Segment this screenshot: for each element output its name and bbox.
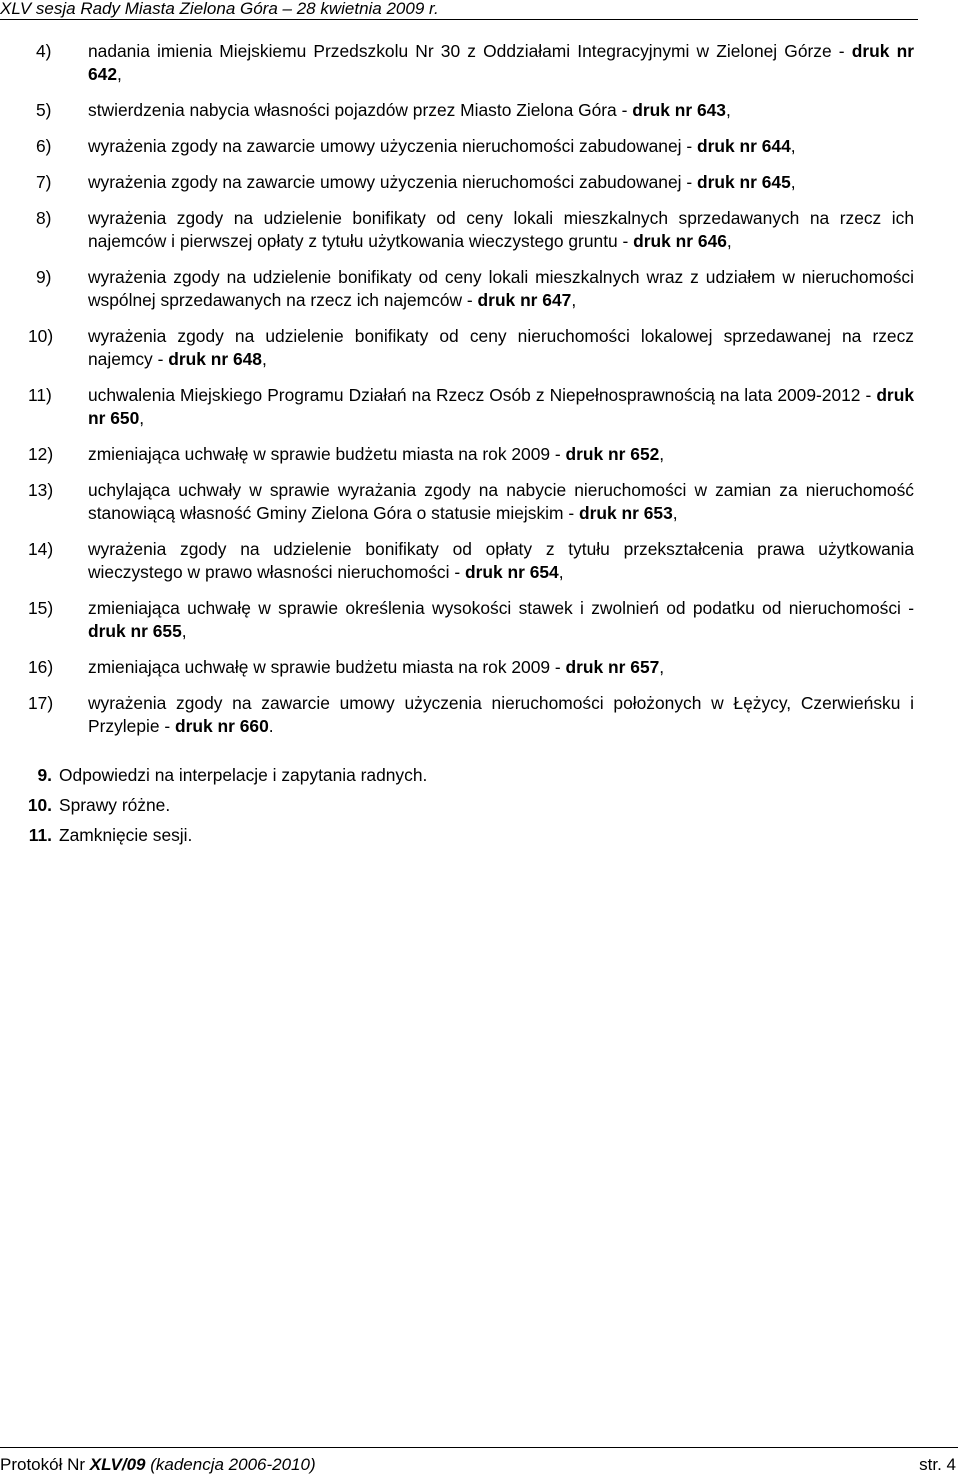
item-text: zmieniająca uchwałę w sprawie budżetu miasta na rok 2009 - [88, 444, 566, 464]
item-text: wyrażenia zgody na zawarcie umowy użyczenia nieruchomości zabudowanej - [88, 172, 697, 192]
item-text: nadania imienia Miejskiemu Przedszkolu Nr 30 z Oddziałami Integracyjnymi w Zielonej Górze - [88, 41, 852, 61]
item-suffix: , [790, 136, 796, 156]
document-header [0, 0, 918, 20]
footer-divider [0, 1447, 958, 1448]
druk-reference: druk nr 657 [565, 657, 660, 677]
item-text: wyrażenia zgody na zawarcie umowy użyczenia nieruchomości zabudowanej - [88, 136, 697, 156]
list-item [0, 325, 914, 371]
header-title: XLV sesja Rady Miasta Zielona Góra – 28 kwietnia 2009 r. [0, 0, 439, 18]
item-suffix: . [268, 716, 274, 736]
item-suffix: , [139, 408, 145, 428]
protocol-prefix: Protokół Nr [0, 1455, 90, 1474]
item-suffix: , [261, 349, 267, 369]
druk-reference: druk nr 648 [168, 349, 262, 369]
druk-reference: druk nr 647 [477, 290, 572, 310]
item-text: uchylająca uchwały w sprawie wyrażania zgody na nabycie nieruchomości w zamian za nieruchomość stanowiącą własność Gminy Zielona Góra o statusie miejskim - [88, 480, 914, 523]
druk-reference: druk nr 645 [696, 172, 791, 192]
resolution-list [0, 40, 960, 752]
druk-reference: druk nr 660 [174, 716, 269, 736]
list-item [0, 384, 914, 430]
agenda-point-number: 11. [28, 825, 52, 845]
item-text: wyrażenia zgody na udzielenie bonifikaty od ceny lokali mieszkalnych wraz z udziałem w nieruchomości wspólnej sprzedawanych na rzecz ich najemców - [88, 267, 914, 310]
item-suffix: , [558, 562, 564, 582]
agenda-point-number: 10. [27, 795, 52, 815]
agenda-point-number: 9. [37, 765, 52, 785]
item-suffix: , [659, 444, 665, 464]
list-item [0, 207, 914, 253]
item-number: 9) [36, 267, 52, 287]
item-number: 4) [36, 41, 52, 61]
item-text: stwierdzenia nabycia własności pojazdów przez Miasto Zielona Góra - [88, 100, 633, 120]
druk-reference: druk nr 644 [696, 136, 791, 156]
list-item [0, 597, 914, 643]
item-text: uchwalenia Miejskiego Programu Działań na Rzecz Osób z Niepełnosprawnością na lata 2009-2012 - [88, 385, 877, 405]
item-number: 12) [28, 444, 54, 464]
item-suffix: , [117, 64, 122, 84]
item-number: 7) [36, 172, 52, 192]
druk-reference: druk nr 655 [88, 621, 182, 641]
item-number: 8) [36, 208, 52, 228]
list-item [0, 99, 914, 122]
item-suffix: , [790, 172, 796, 192]
druk-reference: druk nr 646 [633, 231, 727, 251]
list-item [0, 171, 914, 194]
agenda-point [0, 824, 960, 854]
item-text: zmieniająca uchwałę w sprawie budżetu miasta na rok 2009 - [88, 657, 566, 677]
item-suffix: , [725, 100, 731, 120]
druk-reference: druk nr 642 [88, 41, 914, 84]
druk-reference: druk nr 652 [565, 444, 660, 464]
item-suffix: , [181, 621, 187, 641]
druk-reference: druk nr 653 [578, 503, 673, 523]
item-number: 15) [28, 598, 54, 618]
item-number: 10) [28, 326, 54, 346]
item-text: wyrażenia zgody na udzielenie bonifikaty od ceny nieruchomości lokalowej sprzedawanej na rzecz najemcy - [88, 326, 914, 369]
list-item [0, 656, 914, 679]
item-suffix: , [659, 657, 665, 677]
item-suffix: , [726, 231, 732, 251]
item-text: wyrażenia zgody na udzielenie bonifikaty od opłaty z tytułu przekształcenia prawa użytkowania wieczystego w prawo własności nieruchomości - [88, 539, 914, 582]
agenda-points [0, 764, 960, 854]
term-label: (kadencja 2006-2010) [145, 1455, 316, 1474]
druk-reference: druk nr 643 [632, 100, 726, 120]
druk-reference: druk nr 650 [88, 385, 914, 428]
page-number: str. 4 [919, 1455, 956, 1474]
item-text: wyrażenia zgody na zawarcie umowy użyczenia nieruchomości położonych w Łężycy, Czerwieńsku i Przylepie - [88, 693, 914, 736]
item-number: 6) [36, 136, 52, 156]
list-item [0, 443, 914, 466]
agenda-point-text: Odpowiedzi na interpelacje i zapytania radnych. [59, 765, 428, 785]
item-text: zmieniająca uchwałę w sprawie określenia wysokości stawek i zwolnień od podatku od nieruchomości - [88, 598, 914, 618]
protocol-number: XLV/09 [89, 1455, 146, 1474]
list-item [0, 479, 914, 525]
list-item [0, 266, 914, 312]
agenda-point-text: Zamknięcie sesji. [59, 825, 193, 845]
item-number: 5) [36, 100, 52, 120]
document-footer [0, 1447, 960, 1477]
footer-protocol [0, 1455, 316, 1475]
item-number: 16) [28, 657, 54, 677]
item-number: 14) [28, 539, 54, 559]
item-number: 11) [28, 385, 52, 405]
item-suffix: , [672, 503, 678, 523]
agenda-point-text: Sprawy różne. [59, 795, 171, 815]
item-number: 13) [28, 480, 54, 500]
agenda-point [0, 794, 960, 824]
agenda-point [0, 764, 960, 794]
list-item [0, 135, 914, 158]
list-item [0, 538, 914, 584]
item-suffix: , [571, 290, 577, 310]
list-item [0, 40, 914, 86]
item-number: 17) [28, 693, 54, 713]
druk-reference: druk nr 654 [464, 562, 559, 582]
item-text: wyrażenia zgody na udzielenie bonifikaty od ceny lokali mieszkalnych sprzedawanych na rzecz ich najemców i pierwszej opłaty z tytułu użytkowania wieczystego gruntu - [88, 208, 914, 251]
list-item [0, 692, 914, 738]
